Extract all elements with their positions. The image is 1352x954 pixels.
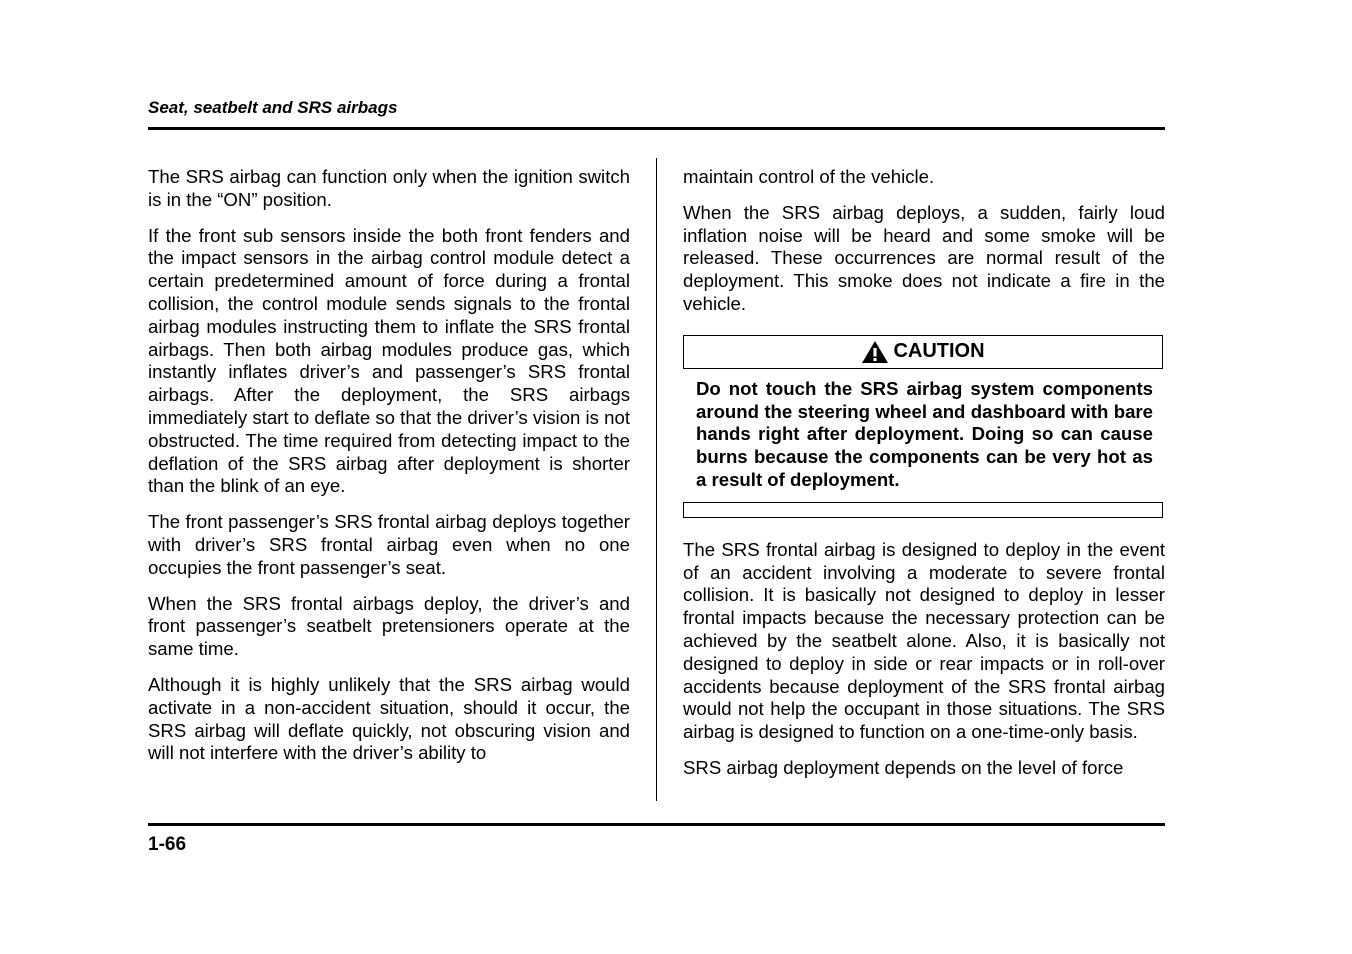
paragraph: When the SRS airbag deploys, a sudden, fairly loud inflation noise will be heard and some smoke will be released. These occurrences are normal result of the deployment. This smoke does not indicate a fire in the vehicle. xyxy=(683,201,1165,314)
paragraph: The front passenger’s SRS frontal airbag deploys together with driver’s SRS frontal airbag even when no one occupies the front passenger’s seat. xyxy=(148,511,630,578)
paragraph: If the front sub sensors inside the both front fenders and the impact sensors in the airbag control module detect a certain predetermined amount of force during a frontal collision, the control module sends signals to the frontal airbag modules instructing them to inflate the SRS frontal airbags. Then both airbag modules produce gas, which instantly inflates driver’s and passenger’s SRS frontal airbags. After the deployment, the SRS airbags immediately start to deflate so that the driver’s vision is not obstructed. The time required from detecting impact to the deflation of the SRS airbag after deployment is shorter than the blink of an eye. xyxy=(148,224,630,497)
column-divider xyxy=(656,158,657,801)
caution-label: CAUTION xyxy=(893,340,985,363)
paragraph: When the SRS frontal airbags deploy, the driver’s and front passenger’s seatbelt pretensioners operate at the same time. xyxy=(148,592,630,660)
paragraph: maintain control of the vehicle. xyxy=(683,166,935,187)
footer-rule xyxy=(148,823,1165,826)
right-column xyxy=(683,166,1165,793)
paragraph: The SRS airbag can function only when the ignition switch is in the “ON” position. xyxy=(148,166,630,210)
section-title: Seat, seatbelt and SRS airbags xyxy=(148,98,398,117)
header-rule xyxy=(148,127,1165,130)
paragraph: Although it is highly unlikely that the SRS airbag would activate in a non-accident situation, should it occur, the SRS airbag will deflate quickly, not obscuring vision and will not interfere with the driver’s ability to xyxy=(148,673,630,764)
left-column xyxy=(148,166,630,778)
page-number: 1-66 xyxy=(148,834,187,855)
caution-header xyxy=(683,335,1163,369)
paragraph: SRS airbag deployment depends on the level of force xyxy=(683,756,1124,778)
caution-footer xyxy=(683,502,1163,518)
caution-text: Do not touch the SRS airbag system components around the steering wheel and dashboard with bare hands right after deployment. Doing so can cause burns because the components can be very hot as a result of deployment. xyxy=(696,377,1153,490)
paragraph: The SRS frontal airbag is designed to deploy in the event of an accident involving a moderate to severe frontal collision. It is basically not designed to deploy in lesser frontal impacts because the necessary protection can be achieved by the seatbelt alone. Also, it is basically not designed to deploy in side or rear impacts or in roll-over accidents because deployment of the SRS frontal airbag would not help the occupant in those situations. The SRS airbag is designed to function on a one-time-only basis. xyxy=(683,538,1165,743)
warning-triangle-icon xyxy=(861,340,889,364)
